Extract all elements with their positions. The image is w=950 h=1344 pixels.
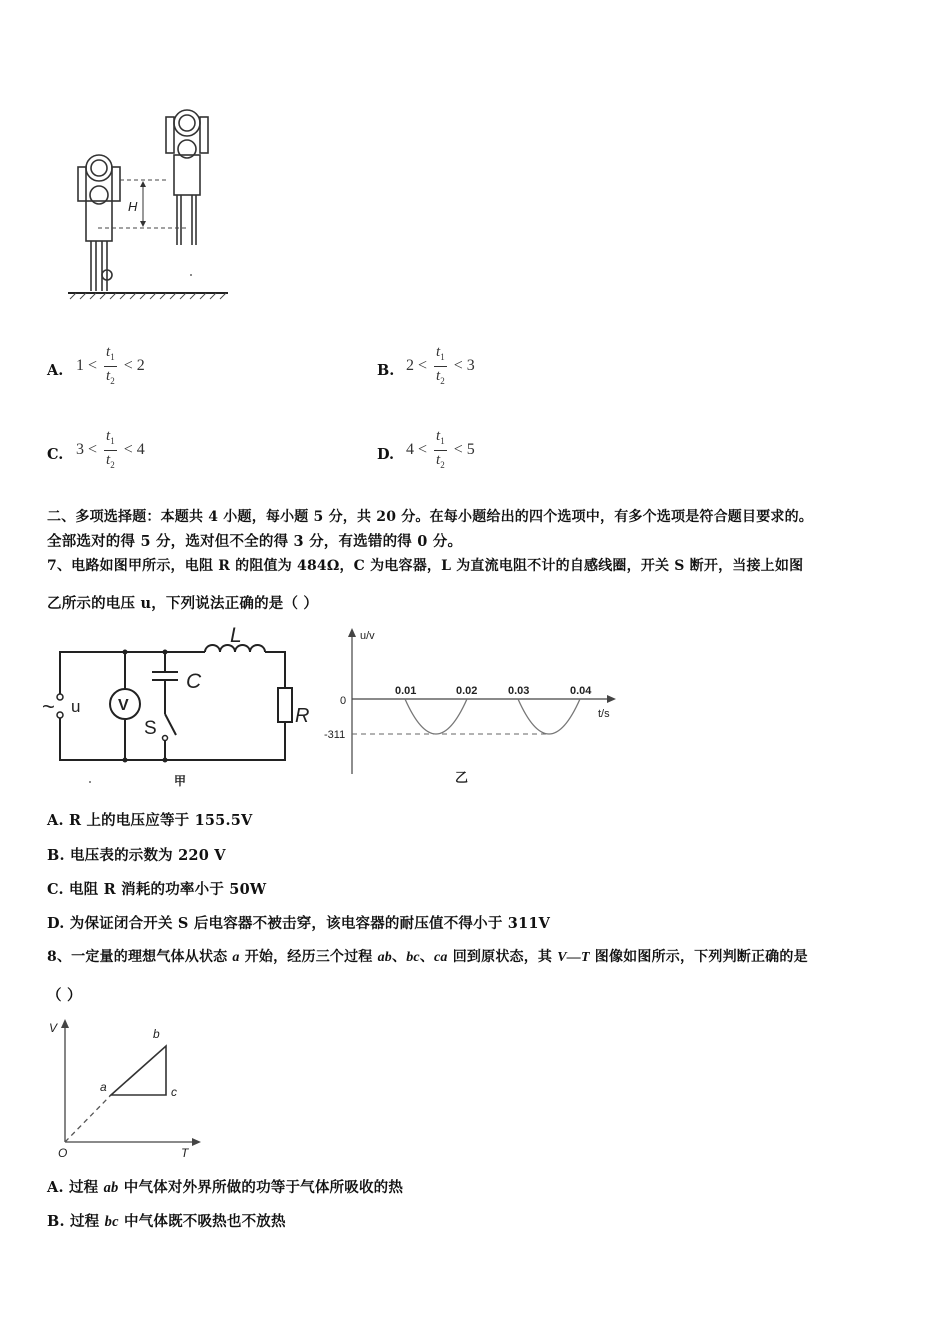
q8-vt-graph bbox=[45, 1014, 205, 1159]
switch-label: S bbox=[144, 718, 157, 739]
v-axis-label: V bbox=[49, 1021, 58, 1035]
q8-option-a[interactable]: A. 过程 ab 中气体对外界所做的功等于气体所吸收的热 bbox=[47, 1179, 404, 1196]
x-tick-label: 0.04 bbox=[570, 685, 592, 697]
origin-label: 0 bbox=[340, 695, 347, 707]
origin-label: O bbox=[58, 1146, 68, 1159]
q6-h-label: H bbox=[128, 199, 138, 214]
point-c-label: c bbox=[171, 1085, 177, 1099]
q7-circuit-diagram bbox=[40, 622, 320, 792]
q7-option-c[interactable]: C. 电阻 R 消耗的功率小于 50W bbox=[47, 881, 267, 898]
option-expression: 1 < $\frac{t_1}{t_2}$ < 2 bbox=[76, 343, 145, 390]
option-expression: 4 < $\frac{t_1}{t_2}$ < 5 bbox=[406, 427, 475, 474]
q6-figure bbox=[60, 105, 240, 305]
resistor-label: R bbox=[295, 705, 310, 727]
option-label: D. bbox=[377, 446, 395, 463]
option-label: A. bbox=[47, 362, 64, 379]
option-expression: 3 < $\frac{t_1}{t_2}$ < 4 bbox=[76, 427, 145, 474]
graph-caption: 乙 bbox=[455, 770, 469, 785]
fraction: $\frac{t_1}{t_2}$ bbox=[436, 428, 445, 470]
section2-line1: 二、多项选择题：本题共 4 小题，每小题 5 分，共 20 分。在每小题给出的四个选项中，有多个选项是符合题目要求的。 bbox=[47, 509, 814, 525]
inductor-label: L bbox=[230, 624, 242, 647]
q8-stem-line1: 8、一定量的理想气体从状态 a 开始，经历三个过程 ab、bc、ca 回到原状态，其 V—T 图像如图所示，下列判断正确的是 bbox=[47, 949, 808, 965]
section2-line2: 全部选对的得 5 分，选对但不全的得 3 分，有选错的得 0 分。 bbox=[47, 533, 463, 550]
fraction: $\frac{t_1}{t_2}$ bbox=[436, 344, 445, 386]
option-label: B. bbox=[377, 362, 395, 379]
x-tick-label: 0.02 bbox=[456, 685, 478, 697]
capacitor-label: C bbox=[186, 670, 202, 693]
q7-option-a[interactable]: A. R 上的电压应等于 155.5V bbox=[47, 812, 253, 829]
q7-stem-line1: 7、电路如图甲所示，电阻 R 的阻值为 484Ω，C 为电容器，L 为直流电阻不计的自感线圈，开关 S 断开，当接上如图 bbox=[47, 558, 804, 574]
option-label: C. bbox=[47, 446, 64, 463]
q7-voltage-graph bbox=[320, 624, 620, 789]
fraction: $\frac{t_1}{t_2}$ bbox=[106, 428, 115, 470]
y-axis-label: u/v bbox=[360, 630, 375, 642]
y-min-label: -311 bbox=[324, 729, 346, 741]
option-expression: 2 < $\frac{t_1}{t_2}$ < 3 bbox=[406, 343, 475, 390]
x-tick-label: 0.01 bbox=[395, 685, 417, 697]
q8-stem-line2: （ ） bbox=[47, 987, 82, 1004]
voltmeter-label: V bbox=[118, 697, 129, 714]
fraction: $\frac{t_1}{t_2}$ bbox=[106, 344, 115, 386]
q7-stem-line2: 乙所示的电压 u，下列说法正确的是（ ） bbox=[47, 595, 319, 612]
q8-option-b[interactable]: B. 过程 bc 中气体既不吸热也不放热 bbox=[47, 1213, 286, 1230]
q7-option-d[interactable]: D. 为保证闭合开关 S 后电容器不被击穿，该电容器的耐压值不得小于 311V bbox=[47, 915, 551, 932]
circuit-caption: 甲 bbox=[174, 774, 187, 788]
point-b-label: b bbox=[153, 1027, 160, 1041]
ac-source-icon: ~ bbox=[42, 694, 55, 719]
t-axis-label: T bbox=[181, 1146, 189, 1159]
x-tick-label: 0.03 bbox=[508, 685, 530, 697]
point-a-label: a bbox=[100, 1080, 107, 1094]
q7-option-b[interactable]: B. 电压表的示数为 220 V bbox=[47, 847, 226, 864]
x-axis-label: t/s bbox=[598, 708, 610, 720]
source-label: u bbox=[71, 697, 81, 716]
